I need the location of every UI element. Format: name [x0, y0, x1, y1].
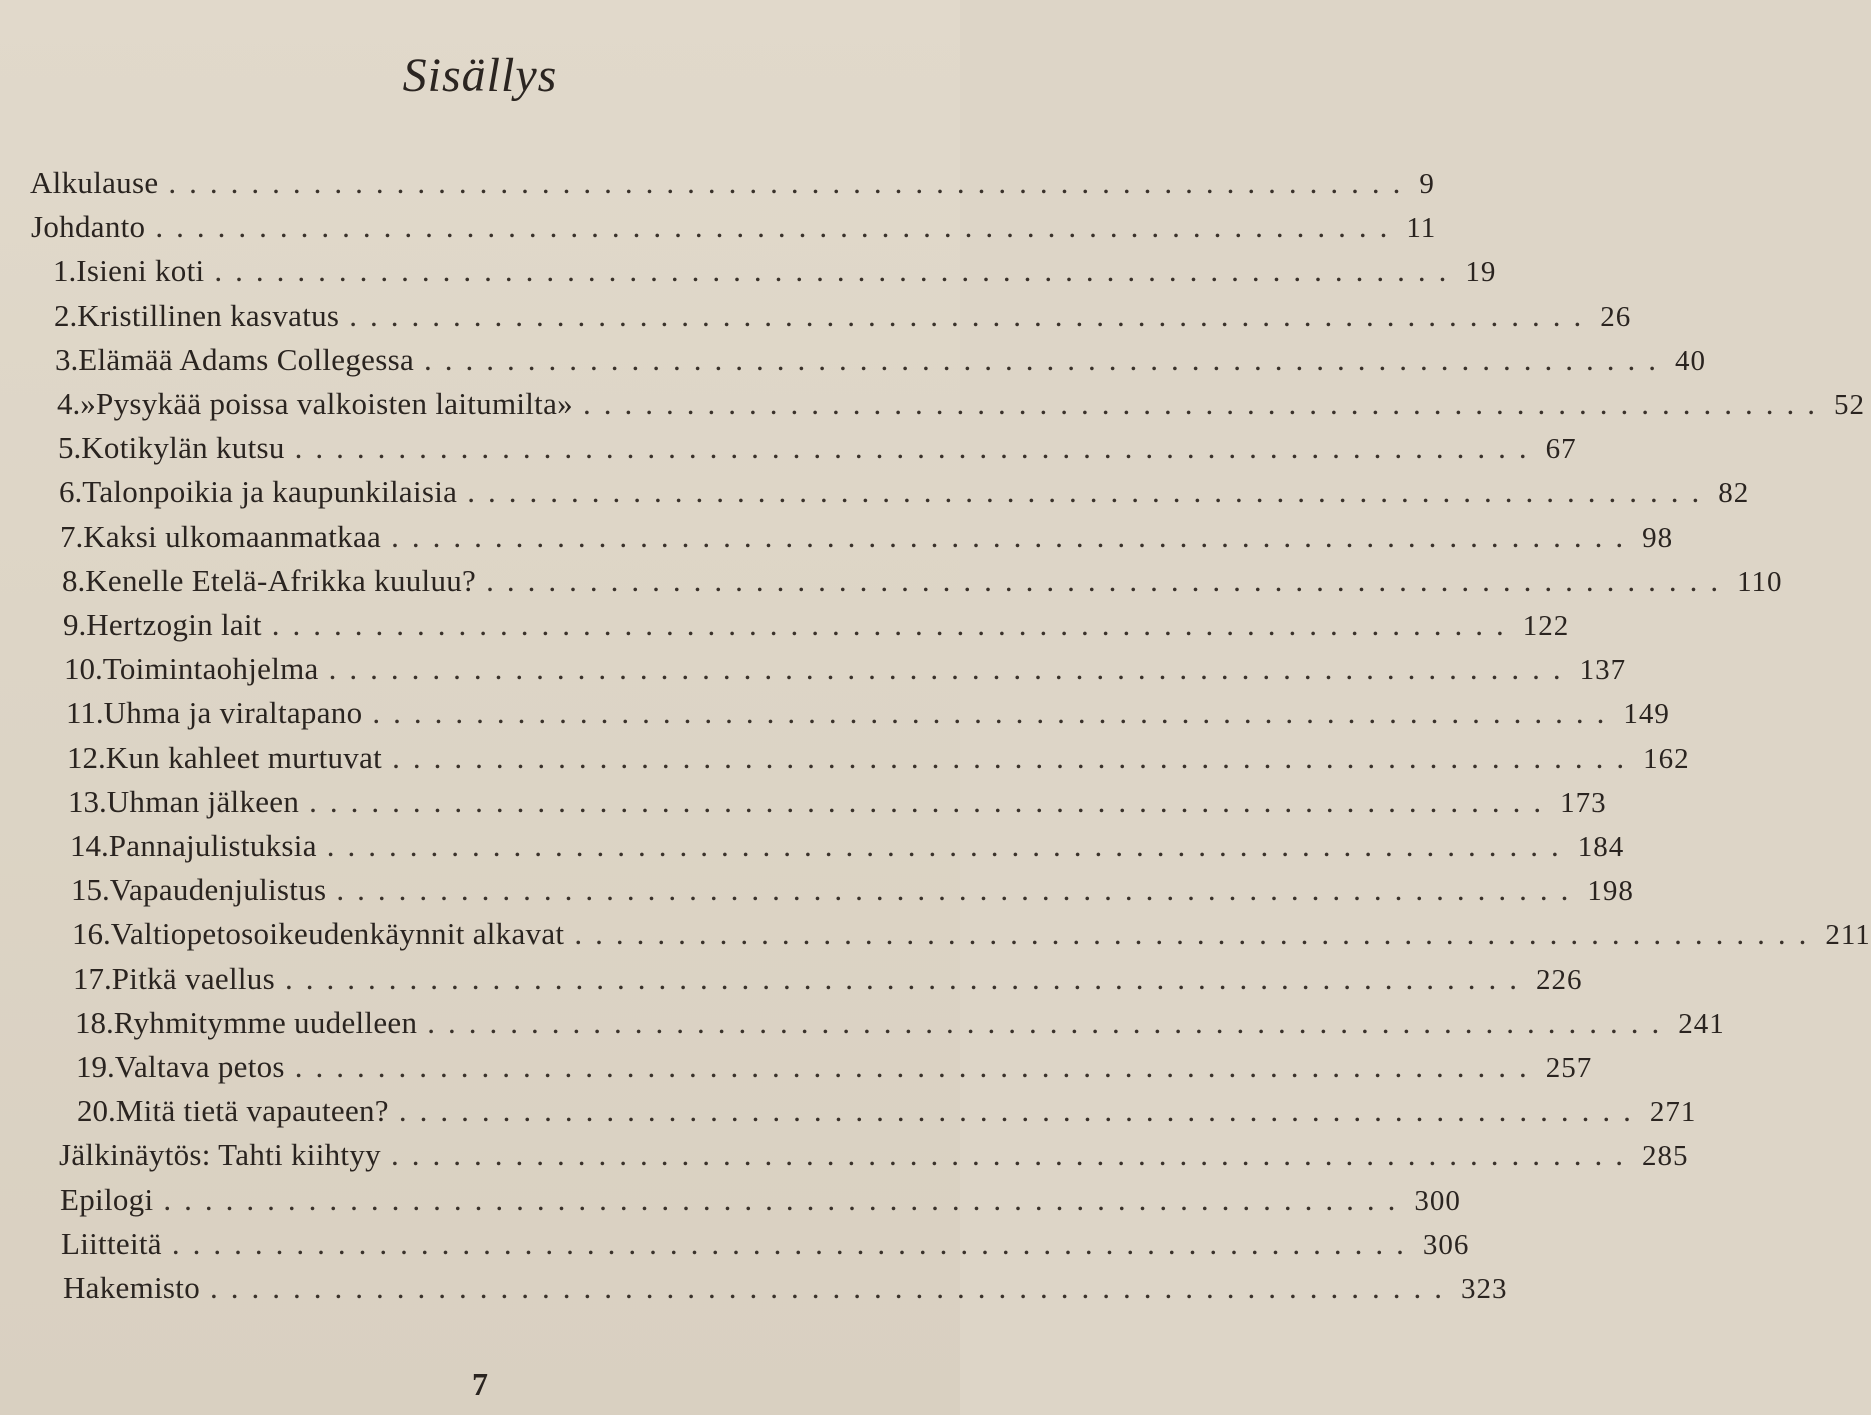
page-reference: 82	[1718, 477, 1750, 509]
chapter-title: »Pysykää poissa valkoisten laitumilta»	[80, 386, 573, 421]
page-reference: 257	[1545, 1052, 1593, 1084]
dot-leader: ............................................................	[155, 209, 1401, 244]
toc-entry	[59, 474, 1750, 518]
chapter-number: 19.	[76, 1049, 115, 1084]
page-reference: 67	[1545, 433, 1577, 465]
page-number: 7	[472, 1366, 488, 1402]
toc-entry	[63, 1270, 1508, 1314]
chapter-number: 12.	[67, 740, 106, 775]
chapter-number: 1.	[53, 253, 77, 288]
chapter-title: Toimintaohjelma	[102, 651, 319, 686]
chapter-title: Jälkinäytös: Tahti kiihtyy	[59, 1137, 381, 1172]
page-reference: 98	[1642, 522, 1674, 554]
page-reference: 149	[1623, 698, 1670, 730]
chapter-number: 3.	[55, 342, 79, 377]
chapter-title: Kotikylän kutsu	[81, 430, 285, 465]
toc-entry	[71, 872, 1634, 916]
dot-leader: ............................................................	[390, 1137, 1636, 1172]
dot-leader: ............................................................	[391, 519, 1637, 554]
chapter-number: 20.	[77, 1093, 116, 1128]
dot-leader: ............................................................	[574, 916, 1820, 951]
toc-entry	[68, 784, 1607, 828]
page-reference: 226	[1535, 964, 1583, 996]
chapter-title: Kaksi ulkomaanmatkaa	[83, 519, 382, 554]
chapter-number: 16.	[72, 916, 111, 951]
page-title: Sisällys	[402, 49, 558, 102]
chapter-title: Uhma ja viraltapano	[103, 695, 363, 730]
toc-entry	[70, 828, 1625, 872]
toc-entry	[60, 1182, 1461, 1226]
chapter-title: Pitkä vaellus	[111, 961, 275, 996]
page-reference: 173	[1560, 787, 1607, 819]
dot-leader: ............................................................	[294, 430, 1540, 465]
toc-entry	[58, 430, 1577, 474]
toc-entry	[55, 342, 1707, 386]
page-reference: 9	[1419, 168, 1435, 200]
chapter-number: 6.	[59, 474, 83, 509]
chapter-title: Kristillinen kasvatus	[77, 298, 340, 333]
chapter-title: Hakemisto	[63, 1270, 201, 1305]
dot-leader: ............................................................	[349, 298, 1595, 333]
toc-entry	[31, 209, 1437, 253]
toc-entry	[63, 607, 1570, 651]
toc-entry	[73, 961, 1583, 1005]
chapter-number: 13.	[68, 784, 107, 819]
dot-leader: ............................................................	[424, 342, 1670, 377]
chapter-number: 17.	[73, 961, 112, 996]
toc-entry	[67, 740, 1690, 784]
page-reference: 184	[1577, 831, 1625, 863]
dot-leader: ............................................................	[336, 872, 1582, 907]
chapter-title: Epilogi	[60, 1182, 154, 1217]
toc-entry	[60, 519, 1674, 563]
chapter-title: Elämää Adams Collegessa	[78, 342, 415, 377]
chapter-number: 15.	[71, 872, 110, 907]
toc-entry	[77, 1093, 1697, 1137]
dot-leader: ............................................................	[582, 386, 1828, 421]
toc-entry	[72, 916, 1871, 960]
page-reference: 271	[1649, 1096, 1697, 1128]
dot-leader: ............................................................	[328, 651, 1574, 686]
dot-leader: ............................................................	[163, 1182, 1409, 1217]
chapter-title: Mitä tietä vapauteen?	[115, 1093, 389, 1128]
chapter-title: Talonpoikia ja kaupunkilaisia	[82, 474, 458, 509]
page-reference: 323	[1461, 1273, 1508, 1305]
toc-entry	[66, 695, 1670, 739]
chapter-title: Isieni koti	[76, 253, 205, 288]
page-reference: 26	[1600, 301, 1632, 333]
dot-leader: ............................................................	[294, 1049, 1540, 1084]
toc-entry	[59, 1137, 1689, 1181]
dot-leader: ............................................................	[486, 563, 1732, 598]
dot-leader: ............................................................	[210, 1270, 1456, 1305]
page-reference: 122	[1522, 610, 1570, 642]
dot-leader: ............................................................	[168, 165, 1414, 200]
dot-leader: ............................................................	[427, 1005, 1673, 1040]
toc-entry	[62, 563, 1783, 607]
chapter-number: 8.	[62, 563, 86, 598]
page-reference: 137	[1579, 654, 1627, 686]
toc-entry	[54, 298, 1632, 342]
chapter-title: Kenelle Etelä-Afrikka kuuluu?	[85, 563, 477, 598]
page-reference: 19	[1465, 256, 1497, 288]
chapter-title: Ryhmitymme uudelleen	[113, 1005, 418, 1040]
page-reference: 241	[1678, 1008, 1725, 1040]
chapter-title: Johdanto	[31, 209, 146, 244]
dot-leader: ............................................................	[284, 961, 1530, 996]
chapter-number: 2.	[54, 298, 78, 333]
chapter-number: 11.	[66, 695, 104, 730]
chapter-title: Valtiopetosoikeudenkäynnit alkavat	[110, 916, 565, 951]
toc-entry	[53, 253, 1497, 297]
chapter-title: Liitteitä	[61, 1226, 162, 1261]
chapter-number: 10.	[64, 651, 103, 686]
page-reference: 52	[1833, 389, 1865, 421]
dot-leader: ............................................................	[392, 740, 1638, 775]
page-reference: 285	[1641, 1140, 1689, 1172]
page-reference: 306	[1422, 1229, 1470, 1261]
page-reference: 198	[1587, 875, 1634, 907]
toc-entry	[61, 1226, 1470, 1270]
chapter-title: Pannajulistuksia	[108, 828, 317, 863]
chapter-title: Kun kahleet murtuvat	[105, 740, 383, 775]
dot-leader: ............................................................	[309, 784, 1555, 819]
dot-leader: ............................................................	[467, 474, 1713, 509]
chapter-number: 14.	[70, 828, 109, 863]
page-reference: 211	[1825, 919, 1871, 951]
chapter-number: 18.	[75, 1005, 114, 1040]
dot-leader: ............................................................	[271, 607, 1517, 642]
page-reference: 110	[1737, 566, 1783, 598]
toc-entry	[75, 1005, 1725, 1049]
chapter-title: Vapaudenjulistus	[109, 872, 327, 907]
chapter-number: 7.	[60, 519, 84, 554]
dot-leader: ............................................................	[171, 1226, 1417, 1261]
toc-entry	[57, 386, 1865, 430]
dot-leader: ............................................................	[214, 253, 1460, 288]
chapter-title: Hertzogin lait	[86, 607, 262, 642]
dot-leader: ............................................................	[372, 695, 1618, 730]
chapter-number: 9.	[63, 607, 87, 642]
chapter-number: 5.	[58, 430, 82, 465]
page-reference: 162	[1643, 743, 1690, 775]
dot-leader: ............................................................	[398, 1093, 1644, 1128]
chapter-title: Valtava petos	[114, 1049, 285, 1084]
page-reference: 300	[1414, 1185, 1461, 1217]
dot-leader: ............................................................	[326, 828, 1572, 863]
toc-entry	[30, 165, 1435, 209]
page-reference: 11	[1406, 212, 1437, 244]
chapter-title: Uhman jälkeen	[106, 784, 300, 819]
page-reference: 40	[1675, 345, 1707, 377]
toc-entry	[76, 1049, 1593, 1093]
chapter-title: Alkulause	[30, 165, 159, 200]
toc-entry	[64, 651, 1627, 695]
chapter-number: 4.	[57, 386, 81, 421]
